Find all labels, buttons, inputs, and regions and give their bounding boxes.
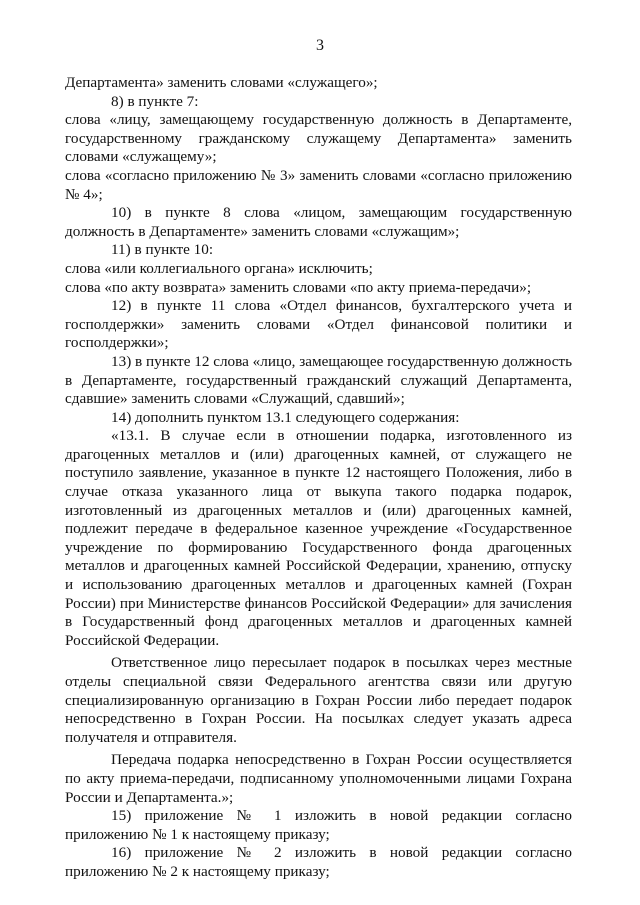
paragraph-clause-13-1: «13.1. В случае если в отношении подарка, изготовленного из драгоценных металлов и (или) драгоценных камней, от служащего не поступило заявление, указанное в пункте 12 настоящего Положения, либо в случае отказа указанного лица от выкупа такого подарка подарок, изготовленный из драгоценных металлов и (или) драгоценных камней, подлежит передаче в федеральное казенное учреждение «Государственное учреждение по формированию Государственного фонда драгоценных металлов и драгоценных камней Российской Федерации, хранению, отпуску и использованию драгоценных металлов и драгоценных камней (Гохран России) при Министерстве финансов Российской Федерации» для зачисления в Государственный фонд драгоценных металлов и драгоценных камней Российской Федерации.: [65, 427, 572, 649]
paragraph-item-10: 10) в пункте 8 слова «лицом, замещающим государственную должность в Департаменте» заменить словами «служащим»;: [65, 204, 572, 240]
paragraph-continuation: Департамента» заменить словами «служащего»;: [65, 74, 378, 91]
paragraph-responsible-person: Ответственное лицо пересылает подарок в посылках через местные отделы специальной связи Федерального агентства связи или другую специализированную организацию в Гохран России либо передает подарок непосредственно в Гохран России. На посылках следует указать адреса получателя и отправителя.: [65, 654, 572, 746]
paragraph-item-14: 14) дополнить пунктом 13.1 следующего содержания:: [111, 408, 460, 426]
paragraph-item-16: 16) приложение № 2 изложить в новой редакции согласно приложению № 2 к настоящему приказу;: [65, 844, 572, 880]
paragraph-item-11-replace: слова «по акту возврата» заменить словами «по акту приема-передачи»;: [65, 278, 532, 296]
paragraph-item-15: 15) приложение № 1 изложить в новой редакции согласно приложению № 1 к настоящему приказу;: [65, 807, 572, 843]
paragraph-item-12: 12) в пункте 11 слова «Отдел финансов, бухгалтерского учета и госполдержки» заменить словами «Отдел финансовой политики и госполдержки»;: [65, 297, 572, 352]
paragraph-item-8: 8) в пункте 7:: [111, 92, 199, 110]
paragraph-item-8-appendix: слова «согласно приложению № 3» заменить словами «согласно приложению № 4»;: [65, 166, 572, 203]
paragraph-item-11-delete: слова «или коллегиального органа» исключить;: [65, 259, 373, 277]
paragraph-transfer-act: Передача подарка непосредственно в Гохран России осуществляется по акту приема-передачи, подписанному уполномоченными лицами Гохрана России и Департамента.»;: [65, 751, 572, 806]
paragraph-item-13: 13) в пункте 12 слова «лицо, замещающее государственную должность в Департаменте, государственный гражданский служащий Департамента, сдавшие» заменить словами «Служащий, сдавший»;: [65, 352, 572, 408]
paragraph-item-8-words: слова «лицу, замещающему государственную должность в Департаменте, государственному гражданскому служащему Департамента» заменить словами «служащему»;: [65, 111, 572, 166]
page-number: 3: [316, 37, 324, 54]
document-body: [65, 74, 572, 882]
paragraph-item-11: 11) в пункте 10:: [111, 241, 214, 259]
